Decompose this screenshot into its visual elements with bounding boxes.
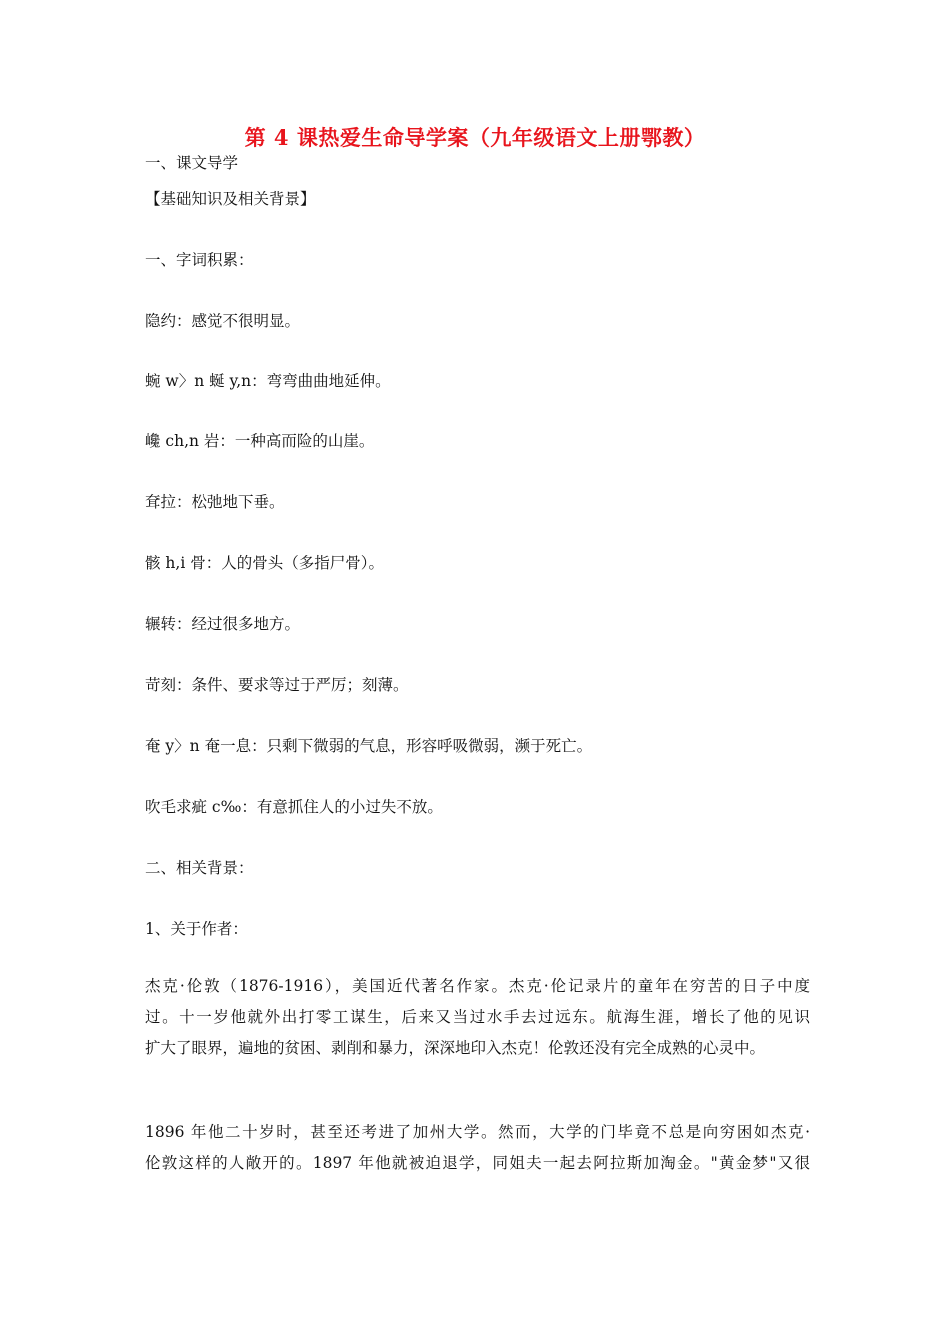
vocab-item-3: 巉 ch,n 岩：一种高而险的山崖。	[145, 432, 375, 450]
author-paragraph-2	[145, 1117, 810, 1179]
paragraph-line: 1896 年他二十岁时，甚至还考进了加州大学。然而，大学的门毕竟不总是向穷困如杰克·	[145, 1123, 810, 1141]
paragraph-line: 伦敦这样的人敞开的。1897 年他就被迫退学，同姐夫一起去阿拉斯加淘金。"黄金梦"又很	[145, 1154, 810, 1172]
section-heading-vocab: 一、字词积累：	[145, 251, 254, 269]
author-paragraph-1	[145, 971, 810, 1064]
vocab-item-2: 蜿 w〉n 蜒 y,n：弯弯曲曲地延伸。	[145, 372, 391, 390]
vocab-item-8: 奄 y〉n 奄一息：只剩下微弱的气息，形容呼吸微弱，濒于死亡。	[145, 737, 593, 755]
paragraph-line: 过。十一岁他就外出打零工谋生，后来又当过水手去过远东。航海生涯，增长了他的见识	[145, 1008, 810, 1026]
vocab-item-5: 骸 h,i 骨：人的骨头（多指尸骨）。	[145, 554, 384, 572]
vocab-item-7: 苛刻：条件、要求等过于严厉；刻薄。	[145, 676, 409, 694]
vocab-item-9: 吹毛求疵 c‰：有意抓住人的小过失不放。	[145, 798, 443, 816]
section-heading-basic: 【基础知识及相关背景】	[145, 190, 316, 208]
vocab-item-4: 耷拉：松弛地下垂。	[145, 493, 285, 511]
section-heading-guide: 一、课文导学	[145, 154, 239, 172]
paragraph-line: 杰克·伦敦（1876-1916），美国近代著名作家。杰克·伦记录片的童年在穷苦的日子中度	[145, 977, 810, 995]
vocab-item-6: 辗转：经过很多地方。	[145, 615, 301, 633]
section-heading-background: 二、相关背景：	[145, 859, 254, 877]
paragraph-line: 扩大了眼界，遍地的贫困、剥削和暴力，深深地印入杰克！伦敦还没有完全成熟的心灵中。	[145, 1039, 766, 1057]
page-title: 第 4 课热爱生命导学案（九年级语文上册鄂教）	[244, 125, 706, 150]
vocab-item-1: 隐约：感觉不很明显。	[145, 312, 301, 330]
section-heading-author: 1、关于作者：	[145, 920, 248, 938]
